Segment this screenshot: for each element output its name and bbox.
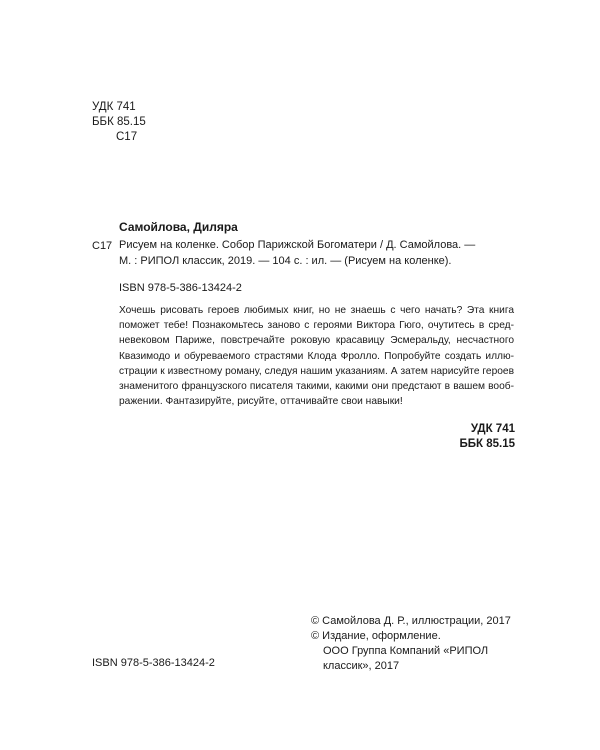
annotation-line: невековом Париже, повстречайте роковую красавицу Эсмеральду, несчастного (119, 335, 514, 347)
copyright-notice (311, 614, 511, 674)
author-name: Самойлова, Диляра (119, 220, 238, 234)
entry-cutter-code: С17 (92, 240, 113, 252)
header-classification-codes (92, 100, 146, 145)
copyright-line: ООО Группа Компаний «РИПОЛ (323, 645, 489, 657)
bib-line: Рисуем на коленке. Собор Парижской Богоматери / Д. Самойлова. — (119, 239, 476, 251)
bbk-code: ББК 85.15 (92, 116, 146, 128)
annotation-line: поможет тебе! Познакомьтесь заново с героями Виктора Гюго, очутитесь в сред- (119, 320, 514, 332)
classification-block (410, 422, 515, 452)
bbk-code-bold: ББК 85.15 (459, 438, 515, 450)
footer-isbn: ISBN 978-5-386-13424-2 (92, 657, 215, 669)
udk-code: УДК 741 (92, 101, 136, 113)
bibliographic-description (119, 238, 475, 269)
annotation-line: знаменитого французского писателя такими, какими они предстают в вашем вооб- (119, 381, 514, 393)
annotation-line: ражении. Фантазируйте, рисуйте, оттачивайте свои навыки! (119, 396, 403, 408)
udk-code-bold: УДК 741 (470, 423, 515, 435)
annotation-line: страции к известному роману, следуя нашим указаниям. А затем нарисуйте героев (119, 365, 514, 377)
copyright-line: классик», 2017 (323, 660, 400, 672)
copyright-line: © Издание, оформление. (311, 630, 441, 642)
copyright-line: © Самойлова Д. Р., иллюстрации, 2017 (311, 615, 511, 627)
annotation-line: Квазимодо и обуреваемого страстями Клода Фролло. Попробуйте создать иллю- (119, 350, 514, 362)
annotation-line: Хочешь рисовать героев любимых книг, но не знаешь с чего начать? Эта книга (119, 305, 514, 316)
entry-isbn: ISBN 978-5-386-13424-2 (119, 282, 242, 294)
bib-line: М. : РИПОЛ классик, 2019. — 104 с. : ил. — (Рисуем на коленке). (119, 254, 452, 267)
cutter-code: С17 (116, 131, 138, 143)
annotation-paragraph (119, 303, 514, 409)
